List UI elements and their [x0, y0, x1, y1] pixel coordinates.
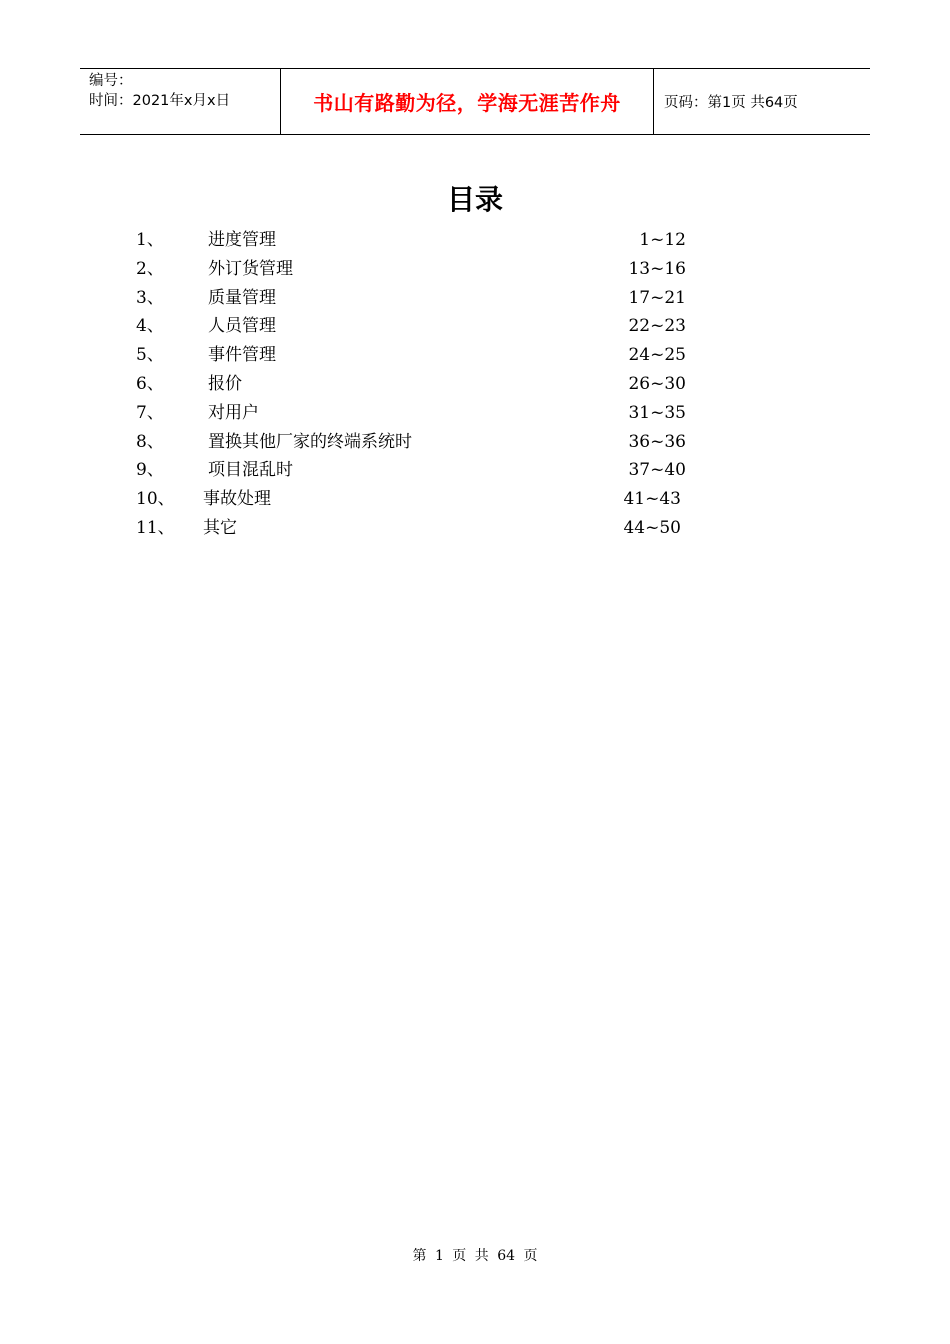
toc-entry-title: 置换其他厂家的终端系统时	[208, 431, 412, 452]
toc-entry-title: 质量管理	[208, 287, 276, 308]
toc-entry-pages: 41~43	[623, 489, 681, 510]
toc-entry	[0, 341, 950, 370]
toc-entry-number: 6、	[136, 373, 164, 394]
toc-entry-title: 事件管理	[208, 345, 276, 366]
toc-entry-pages: 1~12	[639, 230, 686, 250]
toc-entry-pages: 24~25	[628, 345, 686, 366]
toc-entry	[0, 312, 950, 341]
toc-entry-pages: 36~36	[628, 431, 686, 452]
toc-title: 目录	[446, 183, 503, 216]
toc-entry	[0, 370, 950, 399]
page-header	[80, 68, 870, 135]
toc-entry-title: 事故处理	[203, 489, 271, 510]
toc-entry	[0, 399, 950, 428]
header-meta-cell	[80, 69, 281, 134]
header-page-label: 页码：第1页 共64页	[664, 95, 798, 111]
toc-entry-pages: 37~40	[628, 460, 686, 481]
toc-entry	[0, 428, 950, 457]
toc-entry	[0, 514, 950, 543]
toc-entry-title: 进度管理	[208, 230, 276, 250]
document-date-label: 时间：2021年x月x日	[89, 93, 231, 109]
toc-entry	[0, 456, 950, 485]
toc-entry-number: 3、	[136, 287, 164, 308]
toc-entry-title: 外订货管理	[208, 258, 293, 279]
toc-entry-number: 7、	[136, 402, 164, 423]
toc-entry	[0, 226, 950, 255]
toc-entry-pages: 13~16	[628, 258, 686, 279]
toc-entry-number: 1、	[136, 230, 164, 250]
toc-entry-pages: 26~30	[628, 373, 686, 394]
toc-entry-pages: 31~35	[628, 402, 686, 423]
toc-entry-number: 2、	[136, 258, 164, 279]
toc-entry-pages: 44~50	[623, 517, 681, 538]
document-number-label: 编号：	[89, 73, 133, 89]
toc-entry	[0, 255, 950, 284]
toc-entry	[0, 485, 950, 514]
toc-entry	[0, 284, 950, 313]
toc-list	[0, 226, 950, 543]
toc-entry-title: 项目混乱时	[208, 460, 293, 481]
page-footer: 第 1 页 共 64 页	[412, 1248, 538, 1264]
toc-entry-title: 对用户	[208, 402, 259, 423]
toc-entry-number: 11、	[136, 517, 175, 538]
toc-entry-number: 8、	[136, 431, 164, 452]
toc-entry-number: 4、	[136, 316, 164, 337]
toc-entry-title: 报价	[208, 373, 242, 394]
toc-entry-number: 5、	[136, 345, 164, 366]
toc-entry-pages: 22~23	[628, 316, 686, 337]
toc-entry-pages: 17~21	[628, 287, 686, 308]
toc-entry-number: 10、	[136, 489, 175, 510]
toc-entry-number: 9、	[136, 460, 164, 481]
header-motto: 书山有路勤为径，学海无涯苦作舟	[281, 69, 654, 134]
toc-entry-title: 其它	[203, 517, 237, 538]
toc-entry-title: 人员管理	[208, 316, 276, 337]
